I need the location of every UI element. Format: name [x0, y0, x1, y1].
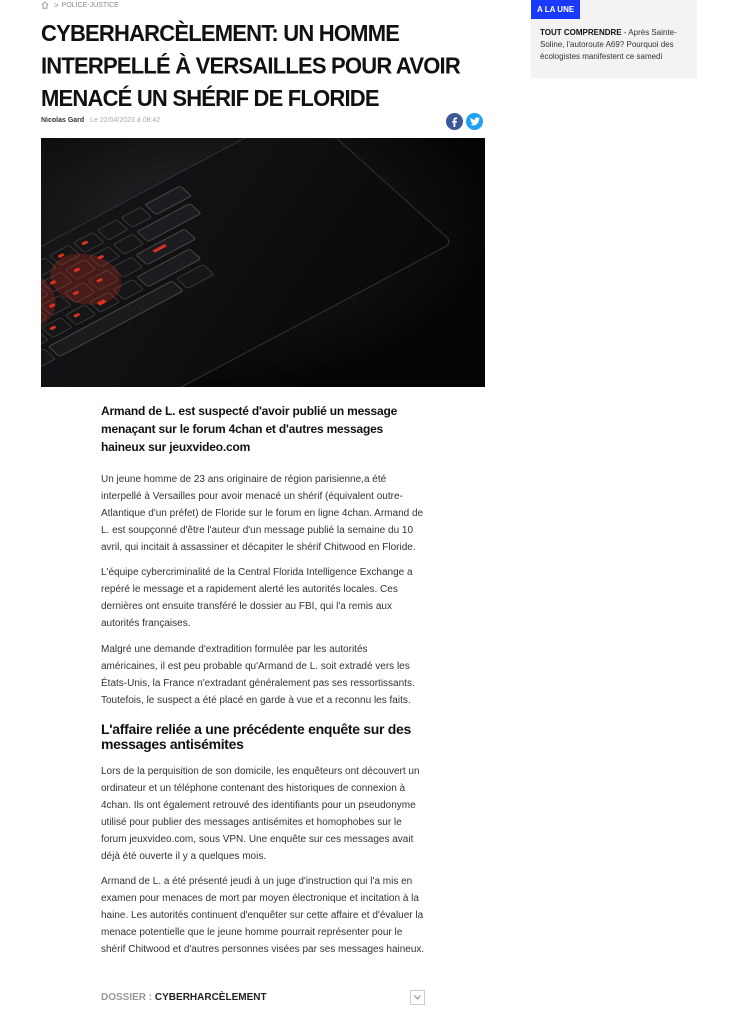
article-title: CYBERHARCÈLEMENT: UN HOMME INTERPELLÉ À VERSAILLES POUR AVOIR MENACÉ UN SHÉRIF DE FLORIDE: [41, 20, 460, 112]
dossier-bar[interactable]: [101, 990, 425, 1005]
breadcrumb: [41, 0, 119, 10]
sidebar-story-link[interactable]: [540, 27, 692, 63]
facebook-share-button[interactable]: [446, 113, 463, 130]
dossier-name[interactable]: CYBERHARCÈLEMENT: [154, 992, 267, 1003]
keyboard-photo: [41, 138, 485, 387]
facebook-icon: [451, 117, 458, 127]
article-paragraph-4: Lors de la perquisition de son domicile, les enquêteurs ont découvert un ordinateur et un téléphone contenant des historiques de connexion à 4chan. Ils ont également retrouvé des identifiants pour un pseudonyme utilisé pour publier des messages antisémites et homophobes sur le forum jeuxvideo.com, sous VPN. Une enquête sur ces messages avait déjà été ouverte il y a quelques mois.: [101, 766, 420, 862]
story-kicker: TOUT COMPRENDRE: [540, 28, 622, 37]
sidebar-top-stories: [531, 0, 697, 78]
a-la-une-tag: A LA UNE: [531, 0, 580, 19]
article-paragraph-2: L'équipe cybercriminalité de la Central Florida Intelligence Exchange a repéré le message et a rapidement alerté les autorités locales. Ces dernières ont ensuite transféré le dossier au FBI, qui l'a remis aux autorités françaises.: [101, 567, 413, 629]
article-paragraph-1: Un jeune homme de 23 ans originaire de région parisienne,a été interpellé à Versailles pour avoir menacé un shérif (équivalent outre-Atlantique d'un préfet) de Floride sur le forum en ligne 4chan. Armand de L. est soupçonné d'être l'auteur d'un message publié la semaine du 10 avril, qui incitait à assassiner et décapiter le shérif Chitwood en Floride.: [101, 474, 424, 553]
article-subheading: L'affaire reliée a une précédente enquête sur des messages antisémites: [101, 721, 411, 752]
author-name[interactable]: Nicolas Gard: [41, 117, 85, 124]
breadcrumb-separator: >: [54, 0, 59, 10]
home-icon[interactable]: [41, 1, 49, 9]
byline: [41, 117, 160, 124]
dossier-label: [101, 992, 267, 1003]
dossier-prefix: DOSSIER :: [101, 992, 153, 1003]
article-paragraph-5: Armand de L. a été présenté jeudi à un juge d'instruction qui l'a mis en examen pour menaces de mort par moyen électronique et incitation à la haine. Les autorités continuent d'enquêter sur cette affaire et d'évaluer la menace potentielle que le jeune homme pourrait représenter pour le shérif Chitwood et d'autres personnes visées par ses messages haineux.: [101, 876, 425, 955]
hero-image: [41, 138, 485, 387]
share-buttons: [446, 113, 483, 130]
article-paragraph-3: Malgré une demande d'extradition formulée par les autorités américaines, il est peu probable qu'Armand de L. soit extradé vers les États-Unis, la France n'extradant généralement pas ses ressortissants. Toutefois, le suspect a été placé en garde à vue et a reconnu les faits.: [101, 644, 415, 706]
twitter-share-button[interactable]: [466, 113, 483, 130]
story-text: - Après Sainte-Soline, l'autoroute A69? Pourquoi des écologistes manifestent ce samedi: [540, 28, 677, 61]
twitter-icon: [470, 117, 480, 126]
publish-date: Le 22/04/2023 à 08:42: [90, 117, 161, 124]
breadcrumb-section-link[interactable]: POLICE-JUSTICE: [61, 1, 119, 9]
chevron-down-icon[interactable]: [410, 990, 425, 1005]
article-lead: Armand de L. est suspecté d'avoir publié un message menaçant sur le forum 4chan et d'autres messages haineux sur jeuxvideo.com: [101, 404, 398, 454]
